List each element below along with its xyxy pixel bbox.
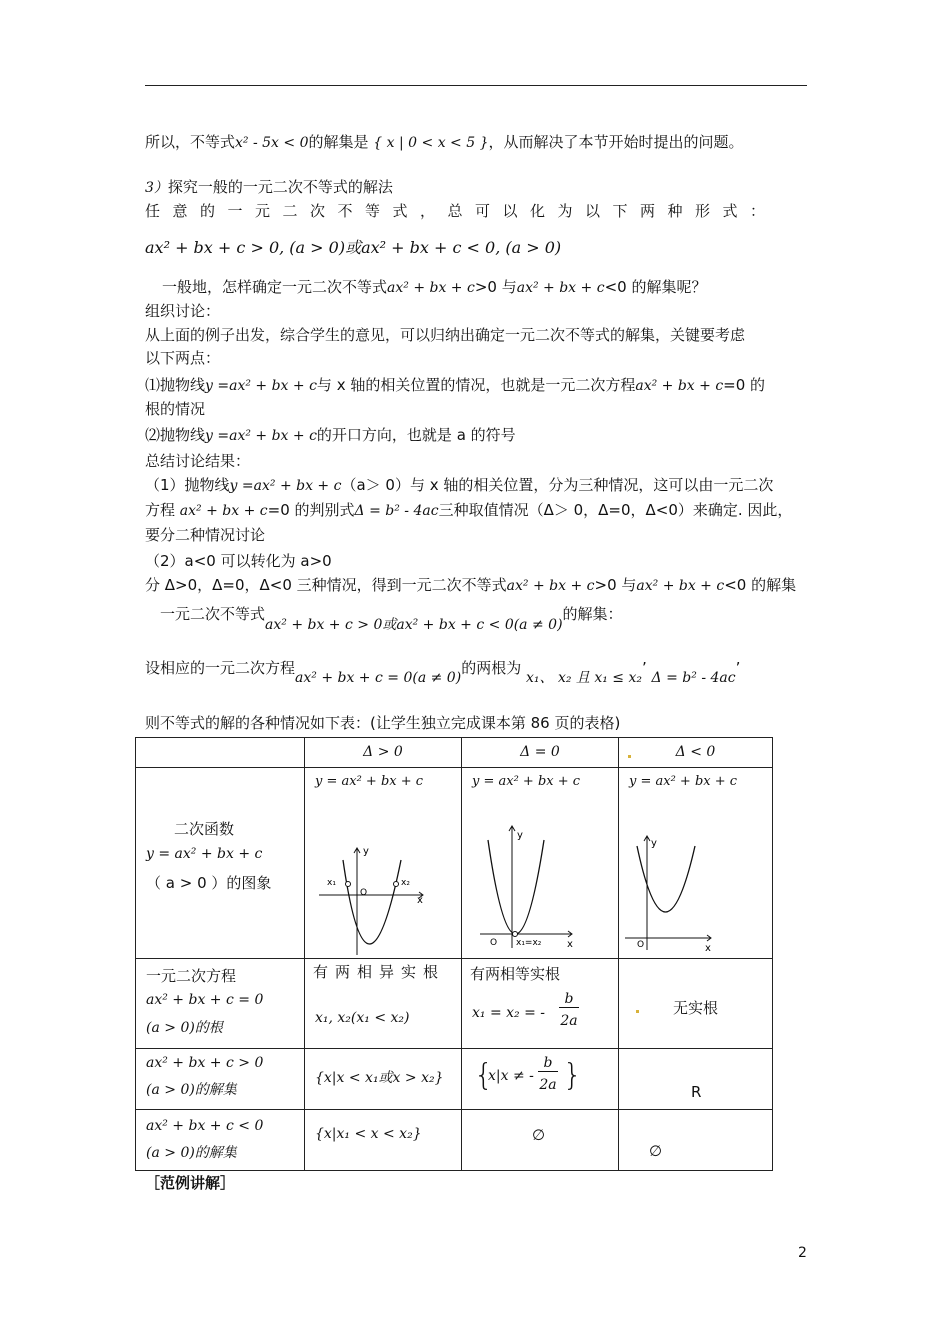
fraction-numerator: b	[559, 991, 579, 1008]
graph-formula: y = ax² + bx + c	[629, 774, 738, 789]
func-label: 二次函数	[174, 820, 235, 838]
header-pos: Δ > 0	[305, 738, 462, 768]
brace-right: }	[563, 1058, 583, 1093]
table-intro: 则不等式的解的各种情况如下表：(让学生独立完成课本第 86 页的表格)	[145, 714, 621, 732]
lt-solution-zero: ∅	[532, 1126, 546, 1144]
root-point-2	[394, 882, 399, 887]
graph-formula: y = ax² + bx + c	[315, 774, 424, 789]
root-point-1	[346, 882, 351, 887]
parabola	[488, 840, 544, 934]
graph-one-root	[462, 768, 618, 958]
gt-condition: (a > 0)的解集	[146, 1082, 237, 1098]
summary-7: 设相应的一元二次方程ax² + bx + c = 0(a ≠ 0)的两根为 x₁、 x₂ 且 x₁ ≤ x₂’ Δ = b² - 4ac’	[145, 659, 741, 686]
graph-formula: y = ax² + bx + c	[472, 774, 581, 789]
roots-distinct: 有两相异实根	[313, 963, 446, 981]
x1-label: x₁	[327, 878, 336, 888]
graph-cell-pos	[305, 768, 462, 959]
point-2: ⑵抛物线y =ax² + bx + c的开口方向，也就是 a 的符号	[145, 426, 516, 444]
y-label: y	[517, 830, 523, 841]
eq-formula: ax² + bx + c = 0	[146, 992, 264, 1008]
graph-no-root	[619, 768, 772, 958]
roots-none: 无实根	[673, 999, 719, 1017]
eq-label: 一元二次方程	[146, 967, 237, 985]
gt-row-label	[136, 1049, 305, 1110]
summary-heading: 总结讨论结果：	[145, 452, 251, 470]
table-header-row	[136, 738, 773, 768]
summary-6: 一元二次不等式ax² + bx + c > 0或ax² + bx + c < 0(a ≠ 0)的解集：	[160, 605, 623, 633]
gt-cell-pos	[305, 1049, 462, 1110]
gt-solution-pos: {x|x < x₁或x > x₂}	[315, 1070, 444, 1086]
eq-condition: (a > 0)的根	[146, 1020, 223, 1036]
lt-row-label	[136, 1110, 305, 1171]
graph-cell-neg	[619, 768, 773, 959]
solution-table	[135, 737, 773, 1171]
header-rule	[145, 85, 807, 86]
y-label: y	[363, 846, 369, 857]
x2-label: x₂	[401, 878, 410, 888]
stray-mark	[636, 1010, 639, 1013]
graph-cell-zero	[462, 768, 619, 959]
x-label: x	[417, 895, 423, 906]
origin-label: O	[490, 938, 498, 948]
general-forms-intro	[145, 200, 813, 222]
lt-row	[136, 1110, 773, 1171]
summary-1: （1）抛物线y =ax² + bx + c（a＞ 0）与 x 轴的相关位置，分为三种情况，这可以由一元二次	[145, 476, 774, 494]
header-empty	[136, 738, 305, 768]
spread-text	[145, 200, 805, 222]
func-condition: （ a > 0 ）的图象	[146, 874, 272, 892]
summary-3: 要分二种情况讨论	[145, 526, 266, 544]
roots-cell-zero	[462, 959, 619, 1049]
intro-line-1: 从上面的例子出发，综合学生的意见，可以归纳出确定一元二次不等式的解集，关键要考虑	[145, 326, 746, 344]
lt-condition: (a > 0)的解集	[146, 1145, 237, 1161]
graph-row	[136, 768, 773, 959]
y-label: y	[651, 838, 657, 849]
func-formula: y = ax² + bx + c	[146, 846, 263, 862]
page-number: 2	[798, 1245, 807, 1261]
fraction-denominator: 2a	[560, 1013, 578, 1029]
parabola	[343, 860, 401, 944]
lt-formula: ax² + bx + c < 0	[146, 1118, 264, 1134]
graph-row-label	[136, 768, 305, 959]
roots-equal: 有两相等实根	[470, 965, 561, 983]
roots-formula-distinct: x₁, x₂(x₁ < x₂)	[315, 1010, 410, 1026]
gt-solution-neg: R	[691, 1083, 702, 1101]
header-neg: Δ < 0	[619, 738, 773, 768]
lt-cell-zero	[462, 1110, 619, 1171]
gt-formula: ax² + bx + c > 0	[146, 1055, 264, 1071]
summary-2: 方程 ax² + bx + c=0 的判别式Δ = b² - 4ac三种取值情况（Δ＞ 0，Δ=0，Δ<0）来确定. 因此，	[145, 501, 793, 519]
fraction-numerator: b	[538, 1055, 558, 1072]
section-heading: 3）探究一般的一元二次不等式的解法	[145, 178, 393, 196]
x-label: x	[705, 943, 711, 954]
example-heading: ［范例讲解］	[145, 1174, 236, 1192]
gt-cell-zero	[462, 1049, 619, 1110]
question-line: 一般地，怎样确定一元二次不等式ax² + bx + c>0 与ax² + bx + c<0 的解集呢？	[162, 278, 707, 296]
root-label: x₁=x₂	[516, 938, 542, 948]
fraction-denominator: 2a	[539, 1077, 557, 1093]
roots-row-label	[136, 959, 305, 1049]
lt-cell-pos	[305, 1110, 462, 1171]
root-point	[513, 932, 518, 937]
graph-two-roots	[305, 768, 461, 958]
lt-solution-neg: ∅	[649, 1142, 663, 1160]
origin-label: O	[360, 888, 368, 898]
lt-solution-pos: {x|x₁ < x < x₂}	[315, 1126, 422, 1142]
point-1-cont: 根的情况	[145, 400, 206, 418]
parabola	[637, 846, 695, 912]
gt-solution-zero: x|x ≠ -	[488, 1068, 534, 1084]
roots-row	[136, 959, 773, 1049]
intro-line-2: 以下两点：	[145, 349, 221, 367]
summary-5: 分 Δ>0，Δ=0，Δ<0 三种情况，得到一元二次不等式ax² + bx + c>0 与ax² + bx + c<0 的解集	[145, 576, 797, 594]
gt-cell-neg	[619, 1049, 773, 1110]
brace-left: {	[474, 1058, 494, 1093]
general-forms: ax² + bx + c > 0, (a > 0)或ax² + bx + c < 0, (a > 0)	[145, 238, 562, 257]
roots-cell-pos	[305, 959, 462, 1049]
roots-cell-neg	[619, 959, 773, 1049]
spread-text-inner: 任意的一元二次不等式，总可以化为以下两种形式：	[145, 202, 778, 220]
lt-cell-neg	[619, 1110, 773, 1171]
roots-formula-equal: x₁ = x₂ = -	[472, 1005, 546, 1021]
stray-mark	[628, 755, 631, 758]
conclusion-line: 所以，不等式x² - 5x < 0的解集是 { x | 0 < x < 5 }，从而解决了本节开始时提出的问题。	[145, 133, 744, 151]
org-discussion: 组织讨论：	[145, 302, 221, 320]
summary-4: （2）a<0 可以转化为 a>0	[145, 552, 332, 570]
point-1: ⑴抛物线y =ax² + bx + c与 x 轴的相关位置的情况，也就是一元二次方程ax² + bx + c=0 的	[145, 376, 766, 394]
gt-row	[136, 1049, 773, 1110]
header-zero: Δ = 0	[462, 738, 619, 768]
origin-label: O	[637, 940, 645, 950]
x-label: x	[567, 939, 573, 950]
